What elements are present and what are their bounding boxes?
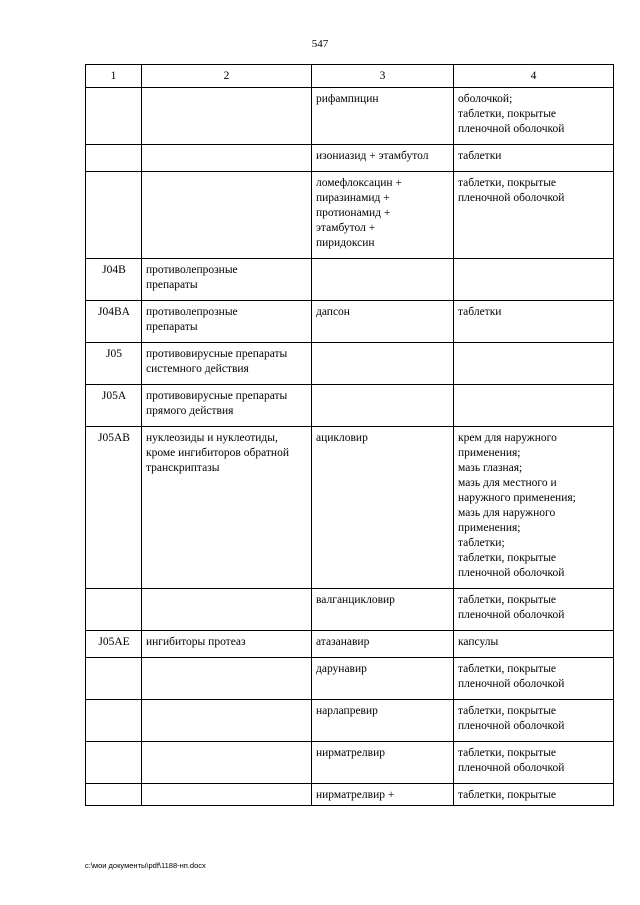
pharmacological-group-cell — [142, 427, 312, 589]
pharmacological-group-cell — [142, 784, 312, 806]
drug-name-line: дарунавир — [316, 663, 367, 675]
atc-code-cell — [86, 700, 142, 742]
drug-name-line: рифампицин — [316, 93, 379, 105]
drug-name-line: нарлапревир — [316, 705, 378, 717]
table-header-row — [86, 65, 614, 88]
dosage-form-line: таблетки, покрытые — [458, 552, 557, 564]
dosage-form-line: крем для наружного — [458, 432, 557, 444]
dosage-form-line: капсулы — [458, 636, 499, 648]
atc-code-cell — [86, 589, 142, 631]
pharmacological-group-line: препараты — [146, 321, 198, 333]
pharmacological-group-cell — [142, 631, 312, 658]
dosage-form-line: мазь для местного и — [458, 477, 557, 489]
atc-code-cell: J04B — [86, 259, 142, 301]
dosage-form-cell — [454, 700, 614, 742]
pharmacological-group-cell — [142, 385, 312, 427]
dosage-form-cell — [454, 343, 614, 385]
atc-code-cell — [86, 88, 142, 145]
drug-table — [85, 64, 614, 806]
footer-file-path: c:\мои документы\pdf\1188-нп.docx — [85, 861, 206, 870]
dosage-form-cell — [454, 88, 614, 145]
table-row — [86, 172, 614, 259]
pharmacological-group-line: ингибиторы протеаз — [146, 636, 246, 648]
atc-code-cell: J04BA — [86, 301, 142, 343]
dosage-form-line: таблетки — [458, 306, 502, 318]
dosage-form-line: таблетки, покрытые — [458, 663, 557, 675]
dosage-form-cell — [454, 658, 614, 700]
drug-name-line: нирматрелвир — [316, 747, 385, 759]
atc-code-cell: J05AE — [86, 631, 142, 658]
column-header-2: 2 — [142, 65, 312, 88]
table-row — [86, 427, 614, 589]
atc-code-cell — [86, 742, 142, 784]
table-row — [86, 259, 614, 301]
pharmacological-group-line: системного действия — [146, 363, 249, 375]
dosage-form-line: пленочной оболочкой — [458, 762, 565, 774]
dosage-form-cell — [454, 259, 614, 301]
dosage-form-line: пленочной оболочкой — [458, 720, 565, 732]
dosage-form-line: мазь для наружного — [458, 507, 556, 519]
dosage-form-line: пленочной оболочкой — [458, 609, 565, 621]
pharmacological-group-line: прямого действия — [146, 405, 234, 417]
dosage-form-cell — [454, 784, 614, 806]
pharmacological-group-cell — [142, 172, 312, 259]
table-row — [86, 301, 614, 343]
table-row — [86, 784, 614, 806]
drug-name-line: атазанавир — [316, 636, 370, 648]
pharmacological-group-cell — [142, 742, 312, 784]
pharmacological-group-line: транскриптазы — [146, 462, 220, 474]
dosage-form-line: таблетки, покрытые — [458, 789, 557, 801]
table-row — [86, 658, 614, 700]
drug-name-cell — [312, 700, 454, 742]
drug-name-line: пиридоксин — [316, 237, 375, 249]
drug-name-line: изониазид + этамбутол — [316, 150, 429, 162]
dosage-form-line: таблетки — [458, 150, 502, 162]
dosage-form-cell — [454, 301, 614, 343]
pharmacological-group-line: противовирусные препараты — [146, 348, 288, 360]
drug-name-line: протионамид + — [316, 207, 391, 219]
pharmacological-group-cell — [142, 343, 312, 385]
drug-name-cell — [312, 658, 454, 700]
drug-name-cell — [312, 784, 454, 806]
column-header-4: 4 — [454, 65, 614, 88]
column-header-3: 3 — [312, 65, 454, 88]
drug-name-line: пиразинамид + — [316, 192, 390, 204]
drug-name-line: ломефлоксацин + — [316, 177, 402, 189]
table-row — [86, 343, 614, 385]
dosage-form-cell — [454, 631, 614, 658]
dosage-form-line: наружного применения; — [458, 492, 576, 504]
table-row — [86, 742, 614, 784]
pharmacological-group-cell — [142, 88, 312, 145]
drug-name-line: дапсон — [316, 306, 350, 318]
dosage-form-line: таблетки, покрытые — [458, 705, 557, 717]
dosage-form-cell — [454, 427, 614, 589]
table-row — [86, 700, 614, 742]
pharmacological-group-line: противовирусные препараты — [146, 390, 288, 402]
dosage-form-line: таблетки, покрытые — [458, 177, 557, 189]
column-header-1: 1 — [86, 65, 142, 88]
table-row — [86, 145, 614, 172]
dosage-form-line: таблетки, покрытые — [458, 747, 557, 759]
pharmacological-group-line: кроме ингибиторов обратной — [146, 447, 289, 459]
drug-name-line: нирматрелвир + — [316, 789, 395, 801]
table-row — [86, 88, 614, 145]
atc-code-cell — [86, 658, 142, 700]
pharmacological-group-cell — [142, 259, 312, 301]
dosage-form-line: пленочной оболочкой — [458, 567, 565, 579]
atc-code-cell — [86, 145, 142, 172]
dosage-form-cell — [454, 145, 614, 172]
drug-name-cell — [312, 301, 454, 343]
page-number: 547 — [311, 38, 329, 50]
table-body — [86, 88, 614, 806]
table-row — [86, 385, 614, 427]
dosage-form-line: применения; — [458, 447, 521, 459]
dosage-form-cell — [454, 385, 614, 427]
dosage-form-line: таблетки, покрытые — [458, 594, 557, 606]
drug-name-cell — [312, 385, 454, 427]
dosage-form-cell — [454, 742, 614, 784]
atc-code-cell: J05A — [86, 385, 142, 427]
drug-name-cell — [312, 172, 454, 259]
pharmacological-group-cell — [142, 145, 312, 172]
drug-name-cell — [312, 742, 454, 784]
atc-code-cell: J05AB — [86, 427, 142, 589]
table-row — [86, 631, 614, 658]
pharmacological-group-line: нуклеозиды и нуклеотиды, — [146, 432, 278, 444]
atc-code-cell — [86, 172, 142, 259]
pharmacological-group-cell — [142, 301, 312, 343]
drug-name-cell — [312, 427, 454, 589]
pharmacological-group-line: противолепрозные — [146, 264, 238, 276]
pharmacological-group-cell — [142, 589, 312, 631]
atc-code-cell: J05 — [86, 343, 142, 385]
dosage-form-cell — [454, 589, 614, 631]
drug-name-cell — [312, 259, 454, 301]
drug-name-cell — [312, 88, 454, 145]
pharmacological-group-line: препараты — [146, 279, 198, 291]
dosage-form-line: оболочкой; — [458, 93, 513, 105]
dosage-form-line: таблетки; — [458, 537, 505, 549]
pharmacological-group-line: противолепрозные — [146, 306, 238, 318]
dosage-form-cell — [454, 172, 614, 259]
table-row — [86, 589, 614, 631]
atc-code-cell — [86, 784, 142, 806]
drug-name-cell — [312, 631, 454, 658]
dosage-form-line: таблетки, покрытые — [458, 108, 557, 120]
drug-name-line: валганцикловир — [316, 594, 395, 606]
drug-name-cell — [312, 589, 454, 631]
pharmacological-group-cell — [142, 700, 312, 742]
dosage-form-line: мазь глазная; — [458, 462, 523, 474]
dosage-form-line: пленочной оболочкой — [458, 123, 565, 135]
drug-name-cell — [312, 145, 454, 172]
pharmacological-group-cell — [142, 658, 312, 700]
dosage-form-line: применения; — [458, 522, 521, 534]
drug-name-line: ацикловир — [316, 432, 368, 444]
drug-name-line: этамбутол + — [316, 222, 376, 234]
drug-name-cell — [312, 343, 454, 385]
dosage-form-line: пленочной оболочкой — [458, 678, 565, 690]
dosage-form-line: пленочной оболочкой — [458, 192, 565, 204]
